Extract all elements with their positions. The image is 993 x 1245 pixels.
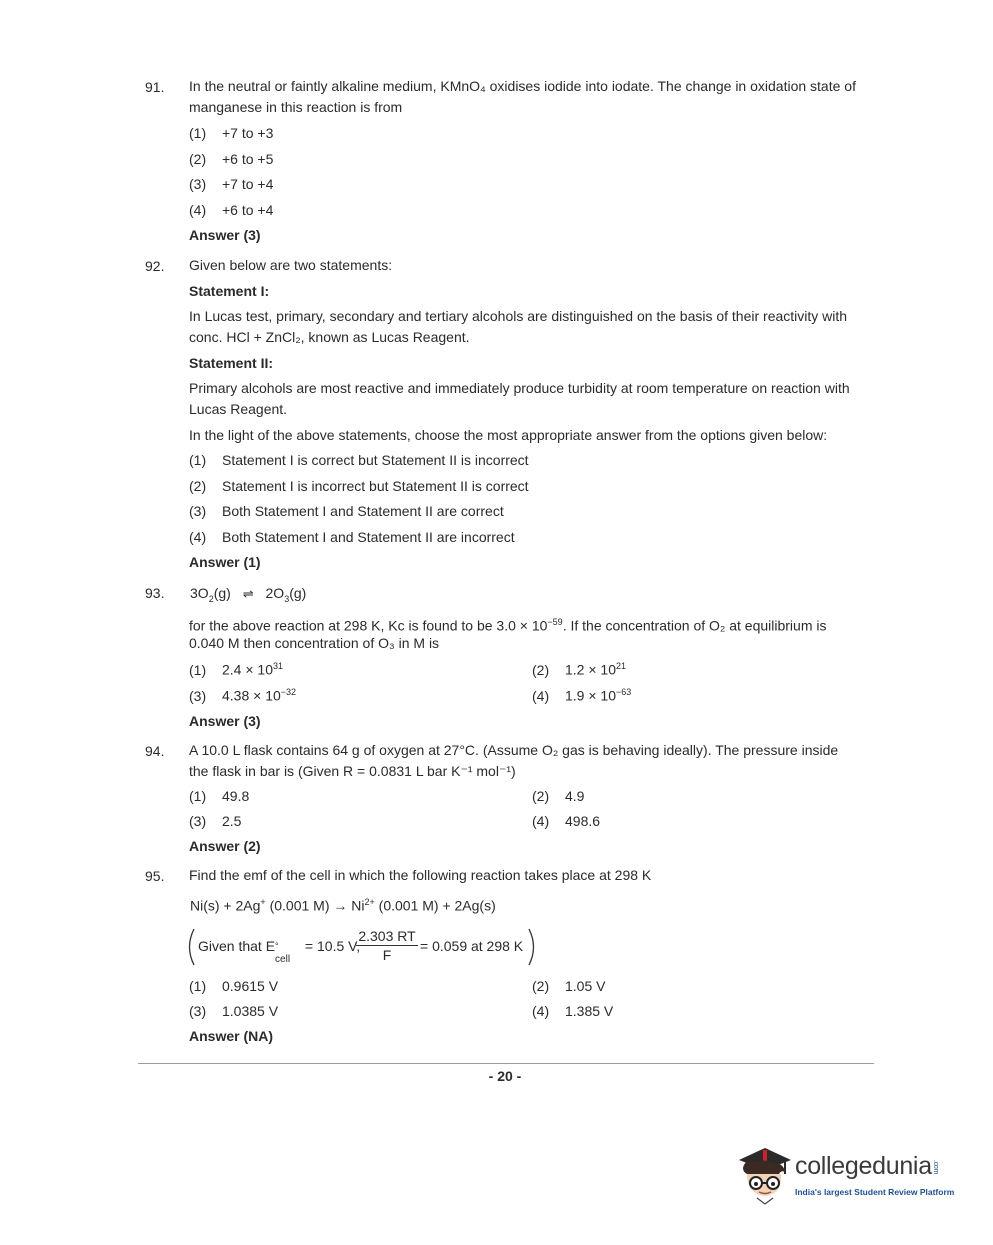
equilibrium-equation: $3O_2(g)$ ⇌ $2O_3(g)$: [190, 585, 307, 604]
statement-1-text: conc. HCl + ZnCl₂, known as Lucas Reagent.: [189, 329, 470, 345]
option-1: (1) 49.8: [189, 788, 250, 804]
mascot-icon: [735, 1138, 795, 1208]
option-4: (4) +6 to +4: [189, 202, 274, 218]
option-1: (1) Statement I is correct but Statement II is incorrect: [189, 452, 529, 468]
page-number: - 20 -: [488, 1068, 522, 1084]
question-text: A 10.0 L flask contains 64 g of oxygen at 27°C. (Assume O₂ gas is behaving ideally). The pressure inside: [189, 742, 839, 758]
question-number: 91.: [145, 79, 165, 95]
answer: Answer (1): [189, 554, 261, 570]
left-paren-icon: [184, 928, 196, 966]
statement-1-heading: Statement I:: [189, 283, 270, 299]
question-instruction: In the light of the above statements, choose the most appropriate answer from the options given below:: [189, 427, 828, 443]
cell-reaction: Ni(s) + 2Ag+ (0.001 $M) \to Ni^{2+}$ (0.001 M) + 2Ag(s): [190, 897, 496, 914]
option-3: (3) Both Statement I and Statement II are correct: [189, 503, 504, 519]
question-text: 0.040 M then concentration of O₃ in M is: [189, 635, 440, 651]
question-text: the flask in bar is (Given R = 0.0831 L bar K⁻¹ mol⁻¹): [189, 763, 516, 779]
option-2: (2) 4.9: [532, 788, 585, 804]
option-3: (3) +7 to +4: [189, 176, 274, 192]
option-3: (3) 1.0385 V: [189, 1003, 279, 1019]
answer: Answer (2): [189, 838, 261, 854]
question-text: Given below are two statements:: [189, 257, 393, 273]
option-2: (2) $1.2 \times 10^{21}$: [532, 661, 627, 678]
logo-wordmark: collegedunia.com: [795, 1152, 939, 1180]
logo-tagline: India's largest Student Review Platform: [795, 1187, 955, 1197]
option-3: (3) 2.5: [189, 813, 242, 829]
option-3: (3) $4.38 \times 10^{-32}$: [189, 687, 297, 704]
equilibrium-arrow: ⇌: [242, 586, 254, 601]
option-1: (1) +7 to +3: [189, 125, 274, 141]
answer: Answer (3): [189, 227, 261, 243]
right-paren-icon: [527, 928, 539, 966]
option-1: (1) $2.4 \times 10^{31}$: [189, 661, 284, 678]
answer: Answer (NA): [189, 1028, 274, 1044]
question-number: 93.: [145, 585, 165, 601]
logo-suffix: .com: [931, 1160, 939, 1175]
statement-2-heading: Statement II:: [189, 355, 274, 371]
statement-1-text: In Lucas test, primary, secondary and tertiary alcohols are distinguished on the basis of their reactivity with: [189, 308, 848, 324]
option-4: (4) 1.385 V: [532, 1003, 614, 1019]
statement-2-text: Lucas Reagent.: [189, 401, 288, 417]
question-text: manganese in this reaction is from: [189, 99, 403, 115]
question-text: In the neutral or faintly alkaline medium, KMnO₄ oxidises iodide into iodate. The change in oxidation state of: [189, 78, 856, 94]
question-text: for the above reaction at 298 K, Kc is found to be $3.0 \times 10^{-59}$. If the concentration of O₂ at equilibrium is: [189, 617, 827, 634]
question-text: Find the emf of the cell in which the following reaction takes place at 298 K: [189, 867, 652, 883]
fraction-denominator: F: [382, 947, 392, 963]
fraction: [356, 928, 418, 963]
statement-2-text: Primary alcohols are most reactive and immediately produce turbidity at room temperature on reaction with: [189, 380, 850, 396]
fraction-numerator: 2.303 RT: [356, 928, 418, 946]
question-number: 94.: [145, 743, 165, 759]
question-number: 95.: [145, 868, 165, 884]
option-4: (4) $1.9 \times 10^{-63}$: [532, 687, 632, 704]
footer-divider: [138, 1063, 874, 1064]
option-2: (2) 1.05 V: [532, 978, 606, 994]
question-number: 92.: [145, 258, 165, 274]
answer: Answer (3): [189, 713, 261, 729]
option-4: (4) Both Statement I and Statement II are incorrect: [189, 529, 515, 545]
option-4: (4) 498.6: [532, 813, 601, 829]
option-1: (1) 0.9615 V: [189, 978, 279, 994]
option-2: (2) +6 to +5: [189, 151, 274, 167]
option-2: (2) Statement I is incorrect but Statement II is correct: [189, 478, 529, 494]
